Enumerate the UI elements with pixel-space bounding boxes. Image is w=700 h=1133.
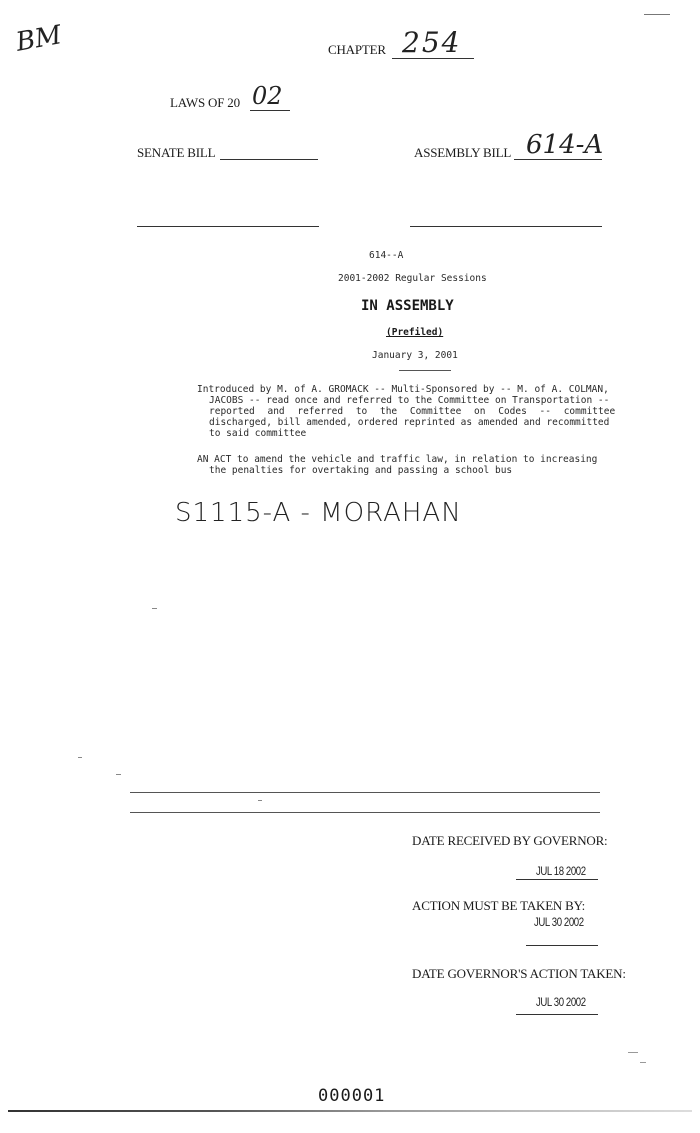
received-label: DATE RECEIVED BY GOVERNOR: bbox=[412, 833, 608, 848]
chapter-number: 254 bbox=[402, 26, 462, 59]
laws-year: 02 bbox=[252, 82, 283, 110]
received-date-underline bbox=[516, 879, 598, 880]
date-rule bbox=[399, 370, 451, 371]
bill-number: 614--A bbox=[369, 250, 404, 261]
action-deadline-label: ACTION MUST BE TAKEN BY: bbox=[412, 898, 586, 913]
action-taken-underline bbox=[516, 1014, 598, 1015]
scan-speck bbox=[152, 608, 157, 609]
action-deadline-underline bbox=[526, 945, 598, 946]
handwritten-initials: BM bbox=[13, 20, 64, 58]
scan-speck bbox=[78, 757, 82, 758]
blank-line-right bbox=[410, 226, 602, 227]
handwritten-note: S1115-A - MORAHAN bbox=[175, 498, 462, 528]
separator-rule-bottom bbox=[130, 812, 600, 813]
act-line: AN ACT to amend the vehicle and traffic law, in relation to increasing bbox=[197, 454, 598, 465]
action-deadline-stamp: JUL 30 2002 bbox=[534, 915, 584, 929]
scan-speck bbox=[644, 14, 670, 15]
act-paragraph bbox=[197, 454, 637, 476]
assembly-bill-number: 614-A bbox=[526, 130, 604, 160]
scan-edge bbox=[8, 1110, 692, 1112]
intro-paragraph bbox=[197, 384, 637, 439]
page-number: 000001 bbox=[318, 1086, 386, 1106]
intro-line: Introduced by M. of A. GROMACK -- Multi-Sponsored by -- M. of A. COLMAN, bbox=[197, 384, 609, 395]
prefiled-text: (Prefiled) bbox=[386, 327, 444, 338]
act-line: the penalties for overtaking and passing a school bus bbox=[209, 465, 513, 476]
senate-bill-underline bbox=[220, 159, 318, 160]
laws-underline bbox=[250, 110, 290, 111]
intro-line: reported and referred to the Committee on Codes -- committee bbox=[209, 406, 616, 417]
chamber-heading: IN ASSEMBLY bbox=[361, 298, 454, 314]
action-taken-stamp: JUL 30 2002 bbox=[536, 995, 586, 1009]
scan-speck bbox=[258, 800, 262, 801]
chapter-label: CHAPTER bbox=[328, 42, 386, 57]
blank-line-left bbox=[137, 226, 319, 227]
scan-speck bbox=[640, 1062, 646, 1063]
senate-bill-label: SENATE BILL bbox=[137, 145, 216, 160]
action-taken-label: DATE GOVERNOR'S ACTION TAKEN: bbox=[412, 966, 626, 981]
intro-line: discharged, bill amended, ordered reprinted as amended and recommitted bbox=[209, 417, 610, 428]
scan-speck bbox=[628, 1052, 638, 1053]
separator-rule-top bbox=[130, 792, 600, 793]
intro-line: JACOBS -- read once and referred to the Committee on Transportation -- bbox=[209, 395, 610, 406]
received-date-stamp: JUL 18 2002 bbox=[536, 864, 586, 878]
laws-label: LAWS OF 20 bbox=[170, 95, 240, 110]
bill-date: January 3, 2001 bbox=[372, 350, 458, 361]
intro-line: to said committee bbox=[209, 428, 307, 439]
assembly-bill-label: ASSEMBLY BILL bbox=[414, 145, 512, 160]
session-text: 2001-2002 Regular Sessions bbox=[338, 273, 487, 284]
scan-speck bbox=[116, 774, 121, 775]
